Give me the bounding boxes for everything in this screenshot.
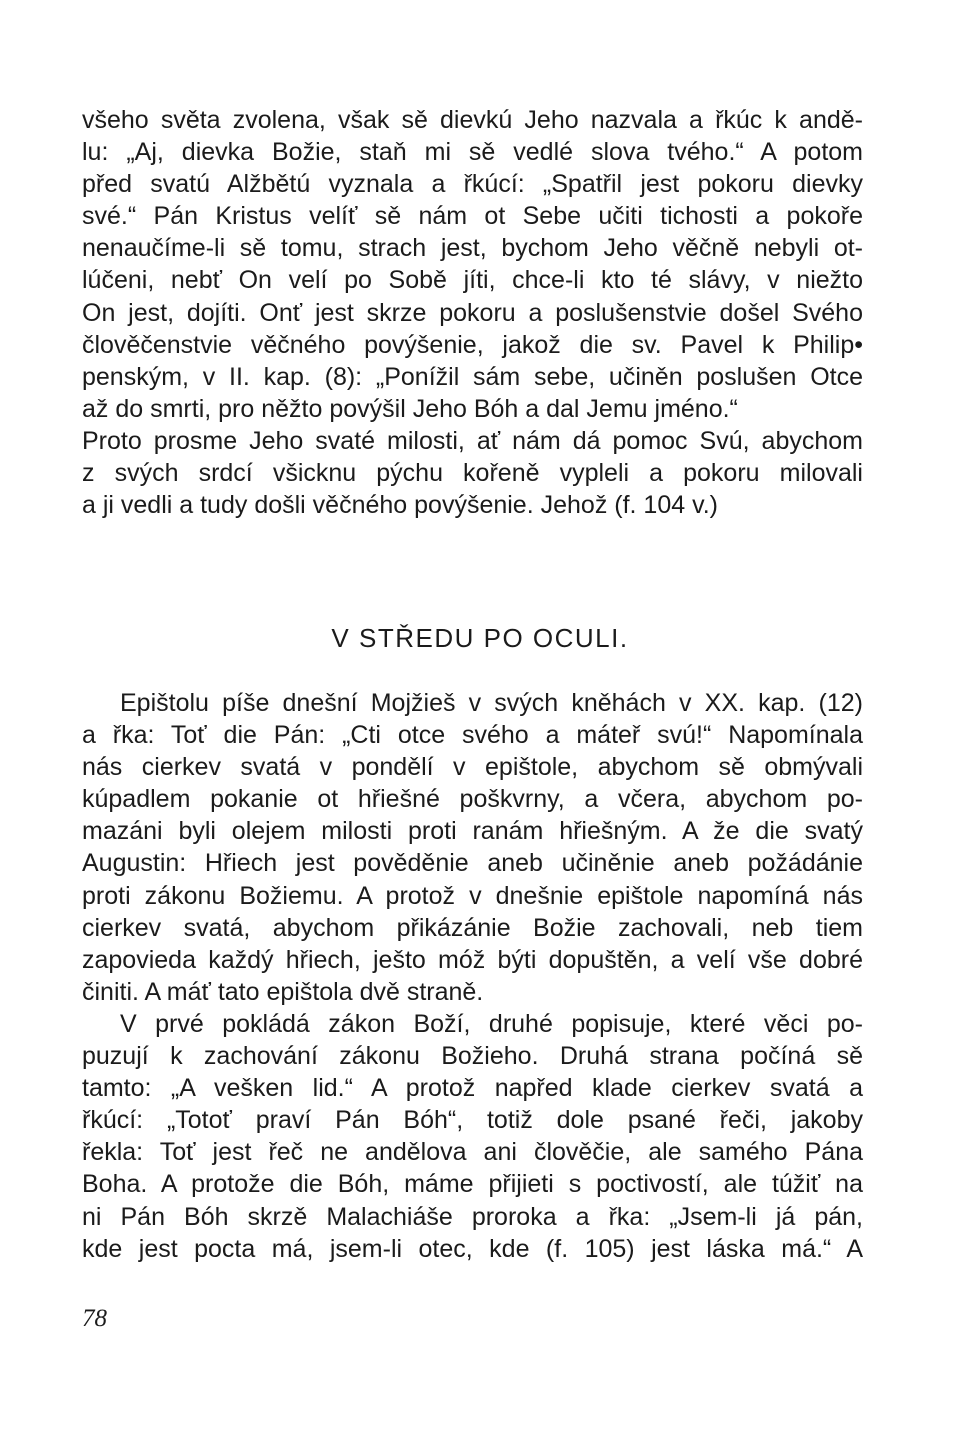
- text-line: lu: „Aj, dievka Božie, staň mi sě vedlé slova tvého.“ A potom: [82, 138, 863, 167]
- text-line: člověčenstvie věčného povýšenie, jakož die sv. Pavel k Philip•: [82, 330, 863, 359]
- text-line: cierkev svatá, abychom přikázánie Božie zachovali, neb tiem: [82, 913, 863, 942]
- text-line: ni Pán Bóh skrzě Malachiáše proroka a řka: „Jsem-li já pán,: [82, 1202, 863, 1231]
- paragraph-continued: [82, 104, 863, 521]
- text-line: své.“ Pán Kristus velíť sě nám ot Sebe učiti tichosti a pokoře: [82, 202, 863, 231]
- text-line: řkúcí: „Totoť praví Pán Bóh“, totiž dole psané řeči, jakoby: [82, 1106, 863, 1135]
- text-line: nás cierkev svatá v pondělí v epištole, abychom sě obmývali: [82, 753, 863, 782]
- text-line: tamto: „A vešken lid.“ A protož napřed klade cierkev svatá a: [82, 1074, 863, 1103]
- text-line: mazáni byli olejem milosti proti ranám hřiešným. A že die svatý: [82, 817, 863, 846]
- text-line: kúpadlem pokanie ot hřiešné poškvrny, a včera, abychom po-: [82, 785, 863, 814]
- text-line: a ji vedli a tudy došli věčného povýšenie. Jehož (f. 104 v.): [82, 491, 718, 520]
- text-line: z svých srdcí všicknu pýchu kořeně vypleli a pokoru milovali: [82, 459, 863, 488]
- text-line: Proto prosme Jeho svaté milosti, ať nám dá pomoc Svú, abychom: [82, 426, 863, 455]
- text-line: kde jest pocta má, jsem-li otec, kde (f. 105) jest láska má.“ A: [82, 1234, 863, 1263]
- text-line: řekla: Toť jest řeč ne andělova ani člověčie, ale samého Pána: [82, 1138, 863, 1167]
- page-number: 78: [82, 1305, 107, 1332]
- text-line: všeho světa zvolena, však sě dievkú Jeho nazvala a řkúc k andě-: [82, 106, 863, 134]
- text-line: Boha. A protože die Bóh, máme přijieti s poctivostí, ale túžiť na: [82, 1170, 863, 1199]
- text-line: nenaučíme-li sě tomu, strach jest, bychom Jeho věčně nebyli ot-: [82, 234, 863, 263]
- text-line: lúčeni, nebť On velí po Sobě jíti, chce-li kto té slávy, v niežto: [82, 266, 863, 295]
- section-body: [82, 687, 863, 1265]
- text-line: až do smrti, pro něžto povýšil Jeho Bóh a dal Jemu jméno.“: [82, 394, 738, 423]
- text-line: proti zákonu Božiemu. A protož v dnešnie epištole napomíná nás: [82, 881, 863, 910]
- text-line: a řka: Toť die Pán: „Cti otce svého a máteř svú!“ Napomínala: [82, 721, 863, 750]
- text-line: zapovieda každý hřiech, ješto móž býti dopuštěn, a velí vše dobré: [82, 945, 863, 974]
- text-line: před svatú Alžbětú vyznala a řkúcí: „Spatřil jest pokoru dievky: [82, 170, 863, 199]
- text-line: V prvé pokládá zákon Boží, druhé popisuje, které věci po-: [120, 1009, 863, 1038]
- text-line: On jest, dojíti. Onť jest skrze pokoru a poslušenstvie došel Svého: [82, 298, 863, 327]
- text-line: Epištolu píše dnešní Mojžieš v svých kněhách v XX. kap. (12): [120, 689, 863, 717]
- text-line: penským, v II. kap. (8): „Ponížil sám sebe, učiněn poslušen Otce: [82, 362, 863, 391]
- text-line: činiti. A máť tato epištola dvě straně.: [82, 977, 484, 1006]
- section-heading: V STŘEDU PO OCULI.: [331, 623, 629, 653]
- text-line: puzují k zachování zákonu Božieho. Druhá strana počíná sě: [82, 1042, 863, 1071]
- text-line: Augustin: Hřiech jest pověděnie aneb učiněnie aneb požádánie: [82, 849, 863, 878]
